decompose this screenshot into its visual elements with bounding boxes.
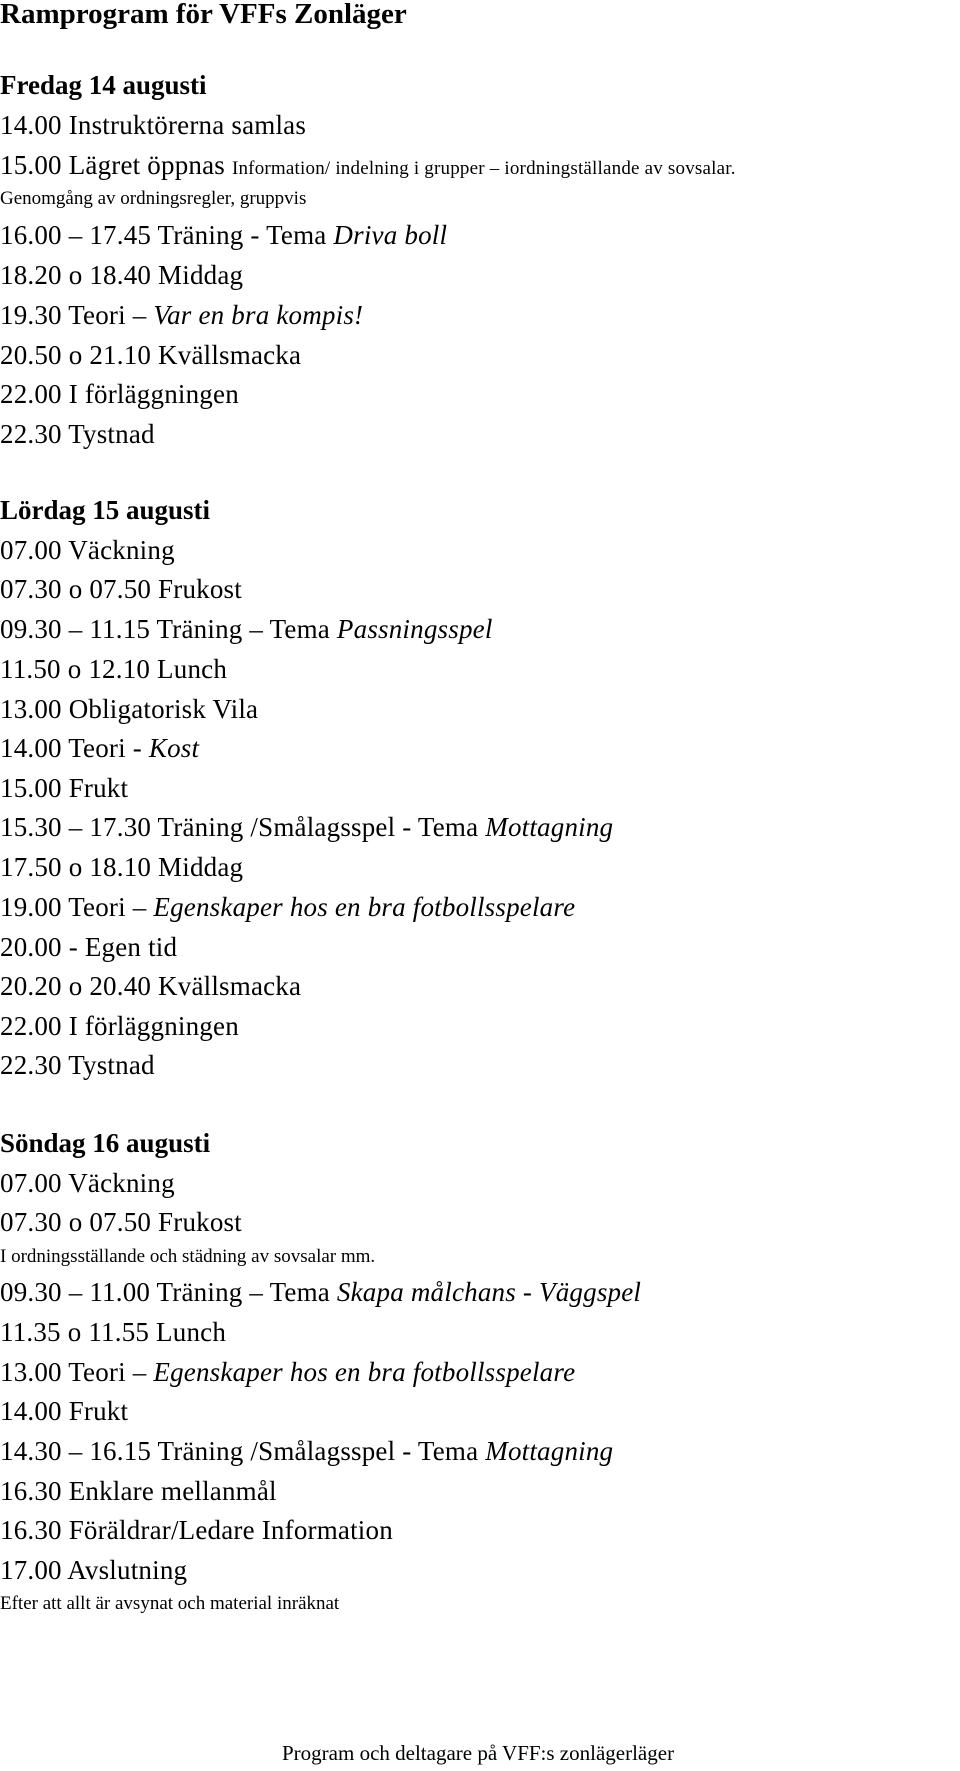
- schedule-item-text: 09.30 – 11.00 Träning – Tema: [0, 1277, 337, 1307]
- schedule-item: [0, 810, 613, 844]
- schedule-item-text: 19.00 Teori –: [0, 892, 154, 922]
- schedule-item: [0, 1275, 641, 1309]
- schedule-item: [0, 1513, 393, 1547]
- schedule-item-theme: Egenskaper hos en bra fotbollsspelare: [153, 892, 576, 922]
- schedule-item-text: 14.00 Instruktörerna samlas: [0, 110, 307, 140]
- schedule-item: [0, 1315, 226, 1349]
- schedule-item: [0, 612, 493, 646]
- schedule-item-text: 15.00 Frukt: [0, 773, 129, 803]
- schedule-item: [0, 1166, 175, 1200]
- day-heading: Fredag 14 augusti: [0, 70, 207, 100]
- schedule-item: [0, 1009, 239, 1043]
- schedule-item-text: 15.00 Lägret öppnas: [0, 150, 232, 180]
- schedule-item-text: 13.00 Teori –: [0, 1357, 154, 1387]
- day-heading: Söndag 16 augusti: [0, 1128, 211, 1158]
- schedule-item: [0, 1394, 128, 1428]
- schedule-item-theme: Passningsspel: [336, 614, 493, 644]
- schedule-item: [0, 148, 736, 186]
- schedule-item: [0, 258, 243, 292]
- schedule-item-theme: Skapa målchans - Väggspel: [336, 1277, 642, 1307]
- schedule-item-text: 14.30 – 16.15 Träning /Smålagsspel - Tema: [0, 1436, 486, 1466]
- schedule-item: [0, 338, 301, 372]
- schedule-item-text: 19.30 Teori –: [0, 300, 154, 330]
- schedule-item: [0, 1205, 242, 1239]
- schedule-item-text: 18.20 o 18.40 Middag: [0, 260, 244, 290]
- schedule-item-text: 14.00 Teori -: [0, 733, 149, 763]
- schedule-item: [0, 692, 258, 726]
- schedule-item-text: 20.50 o 21.10 Kvällsmacka: [0, 340, 302, 370]
- schedule-item-text: 15.30 – 17.30 Träning /Smålagsspel - Tema: [0, 812, 486, 842]
- schedule-item-theme: Egenskaper hos en bra fotbollsspelare: [153, 1357, 576, 1387]
- schedule-item-text: 22.00 I förläggningen: [0, 1011, 239, 1041]
- schedule-item-text: 11.50 o 12.10 Lunch: [0, 654, 228, 684]
- schedule-item: [0, 731, 199, 765]
- schedule-item-theme: Driva boll: [333, 220, 448, 250]
- schedule-item-theme: Kost: [148, 733, 200, 763]
- schedule-item-theme: Mottagning: [485, 812, 614, 842]
- schedule-item: [0, 417, 155, 451]
- schedule-item-text: 16.30 Enklare mellanmål: [0, 1476, 277, 1506]
- schedule-item: [0, 1434, 613, 1468]
- schedule-item-theme: Var en bra kompis!: [153, 300, 364, 330]
- schedule-item: [0, 890, 575, 924]
- schedule-item: [0, 1474, 277, 1508]
- schedule-item: [0, 1355, 575, 1389]
- schedule-note: Efter att allt är avsynat och material inräknat: [0, 1593, 340, 1614]
- schedule-item-text: 16.30 Föräldrar/Ledare Information: [0, 1515, 393, 1545]
- schedule-item: [0, 850, 243, 884]
- schedule-item-text: 22.30 Tystnad: [0, 1050, 155, 1080]
- schedule-item: [0, 572, 242, 606]
- schedule-item-text: 07.30 o 07.50 Frukost: [0, 1207, 242, 1237]
- schedule-item-text: 22.30 Tystnad: [0, 419, 155, 449]
- schedule-item: [0, 377, 239, 411]
- schedule-item: [0, 218, 447, 252]
- schedule-item-text: 17.50 o 18.10 Middag: [0, 852, 244, 882]
- schedule-item: [0, 969, 301, 1003]
- schedule-note: I ordningsställande och städning av sovsalar mm.: [0, 1246, 376, 1267]
- schedule-item-text: 14.00 Frukt: [0, 1396, 129, 1426]
- schedule-item: [0, 298, 363, 332]
- page-footer: Program och deltagare på VFF:s zonlägerläger: [282, 1741, 675, 1765]
- schedule-item-detail: Information/ indelning i grupper – iordningställande av sovsalar.: [231, 158, 736, 179]
- schedule-item: [0, 108, 306, 142]
- schedule-item-text: 17.00 Avslutning: [0, 1555, 188, 1585]
- schedule-item: [0, 1048, 155, 1082]
- schedule-item-text: 16.00 – 17.45 Träning - Tema: [0, 220, 334, 250]
- schedule-item: [0, 771, 128, 805]
- document-title: Ramprogram för VFFs Zonläger: [0, 0, 407, 30]
- schedule-item-text: 07.00 Väckning: [0, 1168, 175, 1198]
- schedule-item-text: 22.00 I förläggningen: [0, 379, 239, 409]
- schedule-item-text: 20.20 o 20.40 Kvällsmacka: [0, 971, 302, 1001]
- schedule-item: [0, 930, 177, 964]
- schedule-item: [0, 533, 175, 567]
- schedule-item-text: 07.30 o 07.50 Frukost: [0, 574, 242, 604]
- schedule-item-theme: Mottagning: [485, 1436, 614, 1466]
- schedule-item: [0, 1553, 187, 1587]
- day-heading: Lördag 15 augusti: [0, 495, 211, 525]
- schedule-item-text: 11.35 o 11.55 Lunch: [0, 1317, 227, 1347]
- schedule-item-text: 07.00 Väckning: [0, 535, 175, 565]
- schedule-item: [0, 652, 227, 686]
- schedule-item-text: 13.00 Obligatorisk Vila: [0, 694, 259, 724]
- schedule-note: Genomgång av ordningsregler, gruppvis: [0, 188, 307, 209]
- schedule-item-text: 20.00 - Egen tid: [0, 932, 178, 962]
- schedule-item-text: 09.30 – 11.15 Träning – Tema: [0, 614, 337, 644]
